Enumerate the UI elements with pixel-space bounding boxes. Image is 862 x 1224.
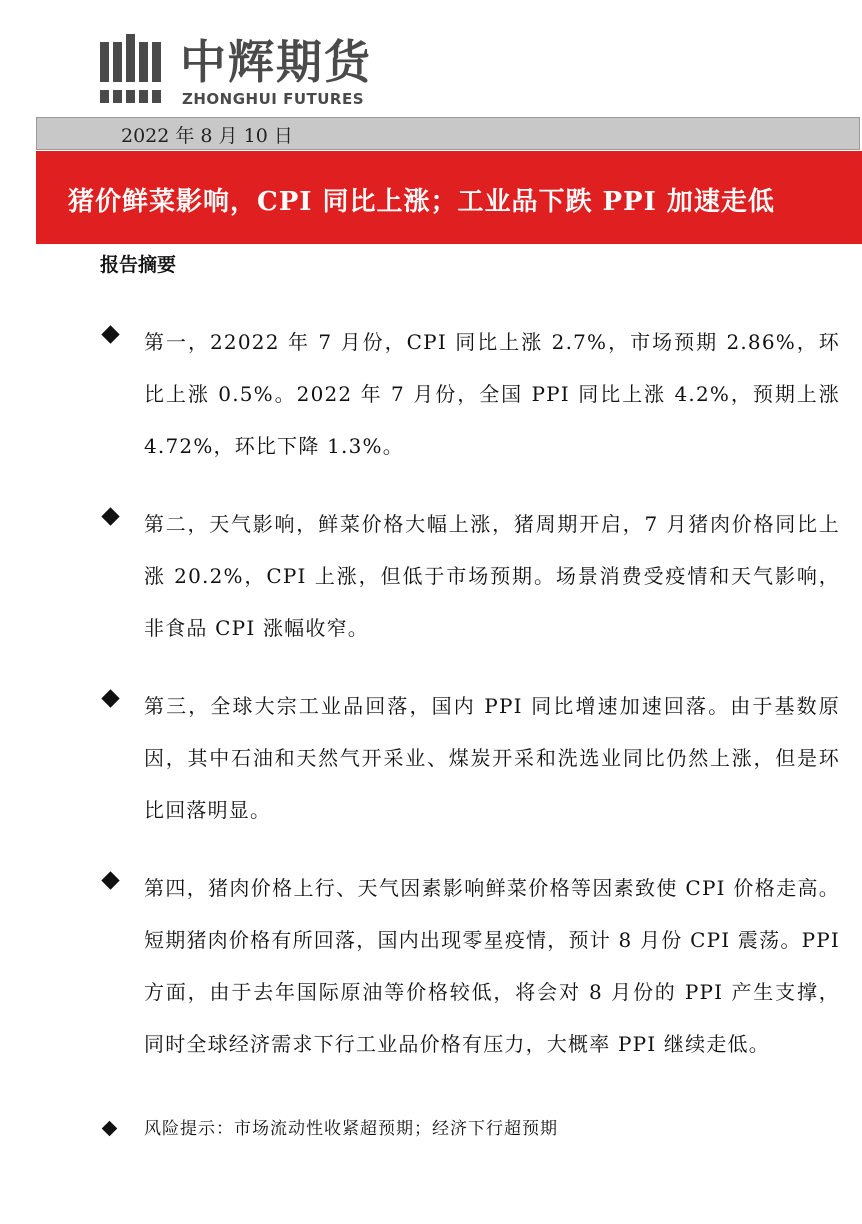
summary-point: [100, 316, 840, 472]
summary-point: [100, 498, 840, 654]
summary-heading: 报告摘要: [100, 254, 177, 276]
report-title: 猪价鲜菜影响，CPI 同比上涨；工业品下跌 PPI 加速走低: [68, 187, 775, 217]
summary-point-text: 第二，天气影响，鲜菜价格大幅上涨，猪周期开启，7 月猪肉价格同比上涨 20.2%，CPI 上涨，但低于市场预期。场景消费受疫情和天气影响，非食品 CPI 涨幅收窄。: [144, 512, 840, 640]
logo-chinese-name: 中辉期货: [180, 35, 372, 89]
logo-mark-icon: [100, 34, 166, 106]
report-date: 2022 年 8 月 10 日: [121, 125, 293, 147]
date-bar: [36, 117, 860, 150]
summary-point-text: 第四，猪肉价格上行、天气因素影响鲜菜价格等因素致使 CPI 价格走高。短期猪肉价格有所回落，国内出现零星疫情，预计 8 月份 CPI 震荡。PPI 方面，由于去年国际原油等价格较低，将会对 8 月份的 PPI 产生支撑，同时全球经济需求下行工业品价格有压力，大概率 PPI 继续走低。: [144, 876, 840, 1056]
summary-point-text: 第一，22022 年 7 月份，CPI 同比上涨 2.7%，市场预期 2.86%，环比上涨 0.5%。2022 年 7 月份，全国 PPI 同比上涨 4.2%，预期上涨 4.72%，环比下降 1.3%。: [144, 330, 840, 458]
bullet-diamond-icon: [101, 689, 119, 707]
summary-points: [100, 316, 840, 1096]
logo-english-name: ZHONGHUI FUTURES: [182, 90, 365, 108]
bullet-diamond-icon: [101, 871, 119, 889]
summary-point-text: 第三，全球大宗工业品回落，国内 PPI 同比增速加速回落。由于基数原因，其中石油和天然气开采业、煤炭开采和洗选业同比仍然上涨，但是环比回落明显。: [144, 694, 840, 822]
company-logo: [100, 34, 420, 110]
bullet-diamond-icon: [102, 1121, 118, 1137]
title-banner: [36, 151, 862, 244]
summary-point: [100, 680, 840, 836]
bullet-diamond-icon: [101, 507, 119, 525]
summary-point: [100, 862, 840, 1070]
risk-notice-text: 风险提示：市场流动性收紧超预期；经济下行超预期: [144, 1119, 558, 1139]
bullet-diamond-icon: [101, 325, 119, 343]
